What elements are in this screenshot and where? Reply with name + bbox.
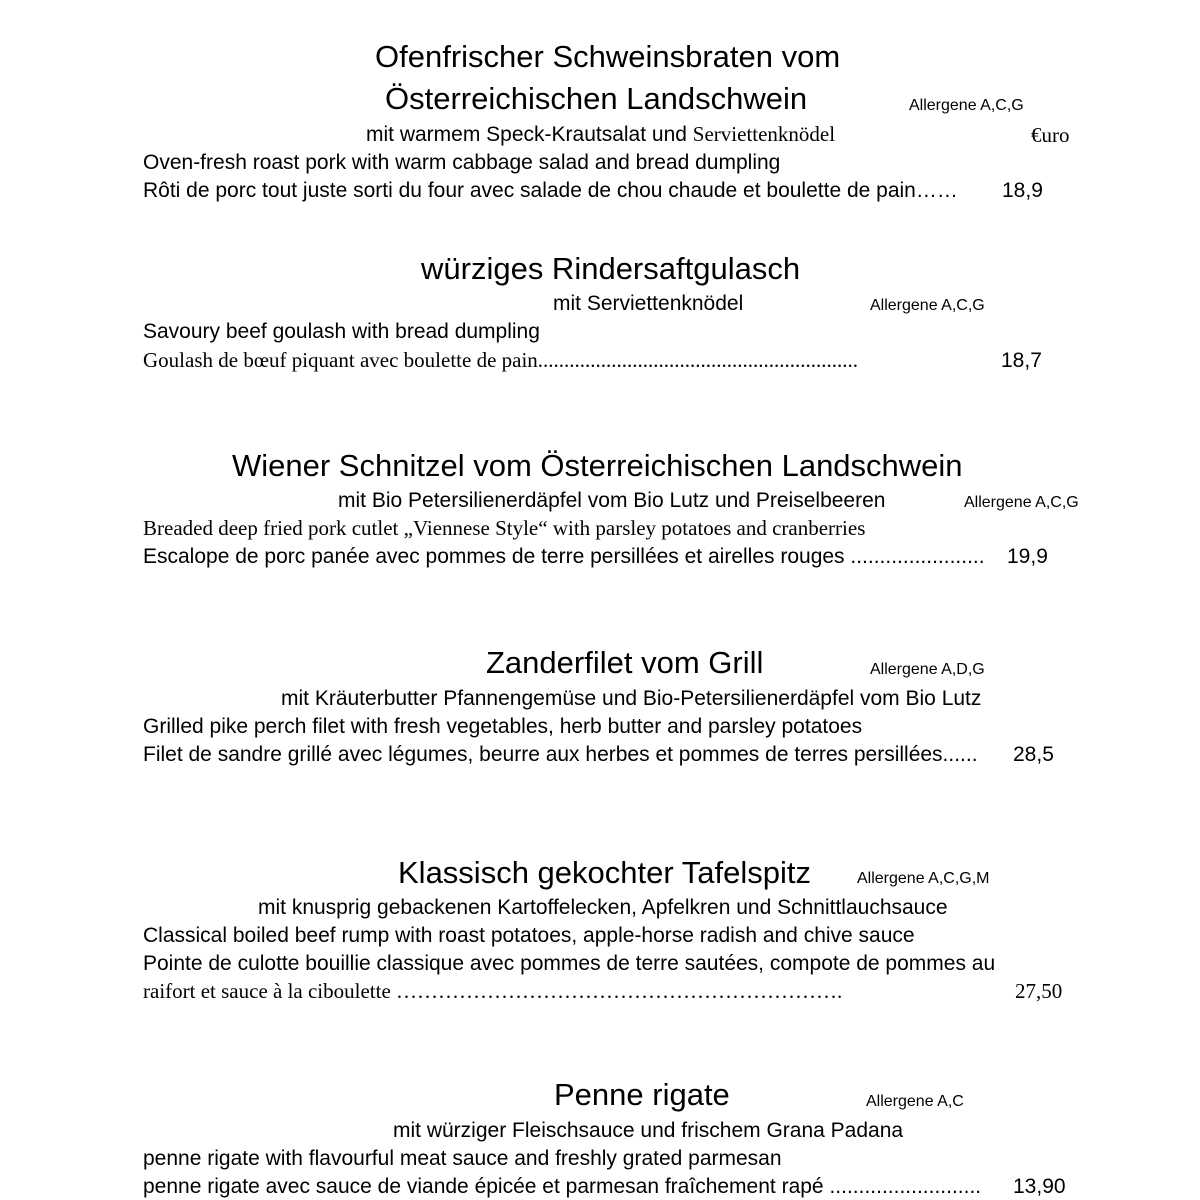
dish-english: Classical boiled beef rump with roast potatoes, apple-horse radish and chive sauce [143, 924, 915, 947]
dish-english: penne rigate with flavourful meat sauce and freshly grated parmesan [143, 1147, 782, 1170]
allergen-label: Allergene A,C [866, 1093, 964, 1110]
dish-price: 18,7 [1001, 349, 1042, 372]
dish-title: Klassisch gekochter Tafelspitz [398, 855, 811, 890]
dish-french: Goulash de bœuf piquant avec boulette de pain............................................................. [143, 348, 859, 372]
allergen-label: Allergene A,D,G [870, 661, 985, 678]
currency-label: €uro [1031, 123, 1070, 147]
dish-english: Savoury beef goulash with bread dumpling [143, 320, 540, 343]
dish-subtitle: mit knusprig gebackenen Kartoffelecken, Apfelkren und Schnittlauchsauce [258, 896, 948, 919]
allergen-label: Allergene A,C,G,M [857, 870, 990, 887]
dish-subtitle-part: mit warmem Speck-Krautsalat und [366, 123, 693, 146]
dish-french: Rôti de porc tout juste sorti du four avec salade de chou chaude et boulette de pain…… [143, 179, 958, 202]
dish-price: 18,9 [1002, 179, 1043, 202]
dish-french: Escalope de porc panée avec pommes de terre persillées et airelles rouges ....................... [143, 545, 985, 568]
dish-french-line2: raifort et sauce à la ciboulette ………………………………………………………. [143, 979, 843, 1003]
dish-french: Pointe de culotte bouillie classique avec pommes de terre sautées, compote de pommes au [143, 952, 996, 975]
allergen-label: Allergene A,C,G [909, 97, 1024, 114]
dish-french: penne rigate avec sauce de viande épicée et parmesan fraîchement rapé .......................... [143, 1175, 982, 1198]
dish-title: würziges Rindersaftgulasch [421, 251, 801, 286]
dish-english: Grilled pike perch filet with fresh vegetables, herb butter and parsley potatoes [143, 715, 863, 738]
dish-title-line2: Österreichischen Landschwein [385, 81, 808, 116]
allergen-label: Allergene A,C,G [964, 494, 1079, 511]
dish-price: 27,50 [1015, 979, 1063, 1003]
dish-price: 28,5 [1013, 743, 1054, 766]
dish-subtitle-part: Serviettenknödel [692, 122, 836, 146]
dish-price: 19,9 [1007, 545, 1048, 568]
dish-subtitle: mit Bio Petersilienerdäpfel vom Bio Lutz und Preiselbeeren [338, 489, 886, 512]
dish-title: Wiener Schnitzel vom Österreichischen Landschwein [232, 448, 963, 483]
dish-french: Filet de sandre grillé avec légumes, beurre aux herbes et pommes de terres persillées...... [143, 743, 978, 766]
dish-title: Zanderfilet vom Grill [486, 645, 764, 680]
dish-title: Ofenfrischer Schweinsbraten vom [375, 39, 841, 74]
dish-title: Penne rigate [554, 1077, 730, 1112]
dish-english: Oven-fresh roast pork with warm cabbage salad and bread dumpling [143, 151, 781, 174]
allergen-label: Allergene A,C,G [870, 297, 985, 314]
dish-english: Breaded deep fried pork cutlet „Viennese Style“ with parsley potatoes and cranberries [143, 516, 866, 540]
dish-subtitle [366, 124, 835, 145]
dish-subtitle: mit würziger Fleischsauce und frischem Grana Padana [393, 1119, 904, 1142]
dish-subtitle: mit Kräuterbutter Pfannengemüse und Bio-Petersilienerdäpfel vom Bio Lutz [281, 687, 982, 710]
dish-price: 13,90 [1013, 1175, 1066, 1198]
dish-subtitle: mit Serviettenknödel [553, 292, 744, 315]
